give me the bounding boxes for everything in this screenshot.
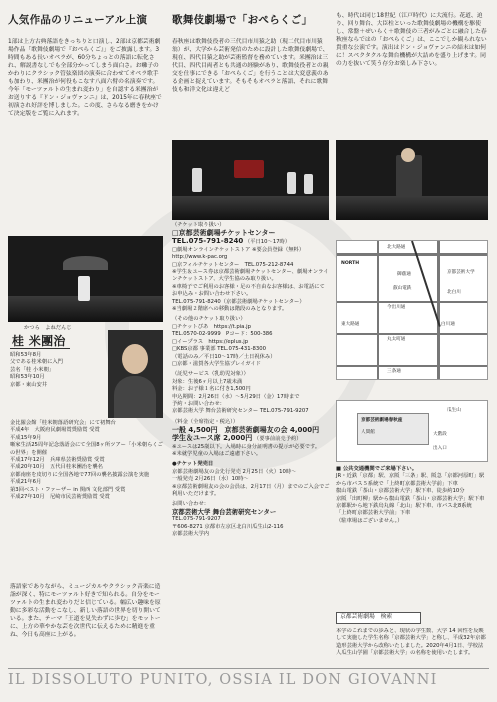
profile-history: 昭和53年8月 父である桂米朝に入門 芸名「桂 小米朝」 昭和53年10月 京都・東山安井 (10, 352, 63, 388)
kabuki-body-cont: も、時代は同じ18世紀（江戸時代）に大流行。花道、迫り、回り舞台、大臣柱といった歌舞伎劇場の機構を駆使し、常盤＋ぜいらく＋歌舞伎の三者がみごとに融合した春秋座ならではの「おぺらくご」は、ここでしか観られない貴重な公演です。演出はドン・ジョヴァンニの結末は如何に！スペクタクルな舞台機構が大詰めを盛り上げます。同の力を抜いて笑う存分お楽しみ下さい。 (336, 13, 487, 67)
profile-name: 桂 米團治 (12, 334, 66, 348)
ticket-center-tel: TEL.075-791-8240 (172, 237, 244, 246)
footer-rule (8, 668, 489, 669)
renewal-body: 1部は上方古典落語をきっちりと口演し、2部は京都芸術劇場作品「歌舞伎劇場で『おぺらくご』」をご披露します。3時間もある長いオペラが、60分ちょっとの落語に転化され、解説書なしでも全部分かってしまう面白さ。お囃子のかわりにクラシック管弦楽団の演奏に合わせてオペラ歌手も加わり、米團治が何役もこなす八面六臂の名演奏です。今年「モーツァルトの生まれ変わり」を自認する米團治がお送りする『ドン・ジョヴァンニ』は、2015年に春秋座で初演され好評を博しました。この度、さらなる磨きをかけて決定版をご覧に入れます。 (8, 39, 162, 117)
profile-history-cont: 金比羅会館「桂米朝落語研究会」にて初舞台 平成4年 大阪府民劇場賞奨励賞 受賞 平成15年9月 噺家生活25周年記念落語会にて全国8ヶ所ツアー「小米朝らくごの世界」を開催 平成17年12月 兵庫県芸術奨励賞 受賞 平成20年10月 五代目桂米團治を襲名 京都南座を皮切りに全国各地で77回の襲名披露公演を実施 平成21年6月 第3回ベスト・ファーザー in 関西 文化部門 受賞 平成27年10月 尼崎市民芸術奨励賞 受賞 (10, 420, 163, 501)
section-title-renewal: 人気作品のリニューアル上演 (8, 14, 148, 26)
access-map-area: 北大路通 京都芸術大学 叡山電鉄 今出川通 丸太町通 三条通 白川通 東大路通 御蔭通 北白川 NORTH (336, 240, 488, 380)
footer-title: IL DISSOLUTO PUNITO, OSSIA IL DON GIOVANNI (8, 672, 438, 688)
tickets-column: （チケット取り扱い） □京都芸術劇場チケットセンター TEL.075-791-8240 （平日10〜17時） □劇場オンラインチケットストア ※要会員登録（無料） http://www.k-pac.org □京フィルチケットセンター TEL.075-212-8744 ※学生＆ユース券は京都芸術劇場チケットセンター、劇場オンラインチケットストア、大学生協のみ取り扱い。 ※車椅子でご利用のお客様・足の不自由なお客様は、お電話にてお申込み・お問い合わせ下さい。 TEL.075-791-8240（京都芸術劇場チケットセンター） ※当劇場２階席への移動は階段のみとなります。 （その他のチケット取り扱い） □チケットぴあ https://t.pia.jp TEL.0570-02-9999 Pコード：500-386 □イープラス https://eplus.jp □KBS京都 事業部 TEL.075-431-8300 （電話のみ／平日10〜17時／土日祝休み） □京都・滋賀各大学生協プレイガイド （託児サービス（乳幼児対象）） 対象：生後6ヶ月以上7歳未満 料金：お子様１名に付き1,500円 申込期間：2月26日（水）〜5月29日（金）17時まで 予約・お問い合わせ： 京都芸術大学 舞台芸術研究センター TEL.075-791-9207 （料金（全席指定・税込）） 一般 4,500円 京都芸術劇場友の会 4,000円 学生＆ユース席 2,000円 （要事前前売予約） ※ユースは25歳以下。入場時に身分証明書の提示が必要です。 ※未就学児童の入場はご遠慮下さい。 ●チケット発売日 京都芸術劇場友の会先行発売 2月25日（火）10時〜 一般発売 2月26日（水）10時〜 ※京都芸術劇場友の会の会員は、2月17日（月）までのご入会でご利用いただけます。 お問い合わせ： 京都芸術大学 舞台芸術研究センター TEL.075-791-9207 〒606-8271 京都市左京区北白川瓜生山2-116 京都芸術大学内 (172, 222, 330, 538)
ticket-center-name: □京都芸術劇場チケットセンター (172, 229, 276, 238)
photo-kabuki-stage (172, 140, 329, 220)
ticket-online-url[interactable]: http://www.k-pac.org (172, 254, 228, 261)
profile-underline (10, 348, 70, 349)
ticket-pia[interactable]: □チケットぴあ https://t.pia.jp (172, 323, 251, 330)
access-notes: ■ 公共交通機関でご来場下さい。 JR・近鉄「京都」駅、京阪「三条」駅、阪急「京都河原町」駅から市バス５系統で「上終町京都芸術大学前」下車 叡山電鉄「茶山・京都芸術大学」駅下車、徒歩約10分 京阪「出町柳」駅から叡山電鉄「茶山・京都芸術大学」駅下車 京都駅から地下鉄烏丸線「北山」駅下車、市バス北8系統 「上終町京都芸術大学前」下車 （駐車場はございません。） (336, 466, 485, 524)
profile-portrait (108, 330, 163, 418)
kabuki-body: 春秋座は歌舞伎役者の三代目市川猿之助（現二代目市川猿翁）が、大学から芸術発信のために設計した歌舞伎劇場で、現在、四代目猿之助が芸術監督を務めています。米團治は三代目、四代目両者とも共通の経験があり、歌舞伎役者との親交を仕事にできる「おぺらくご」を行うことは大変意義のある企画と捉えています。そもそもオペラと落語、それに歌舞伎も和洋文化は違えど (172, 39, 329, 93)
disclaimer: 本学のこれまでの歩みと、現状の学生数、大学 14 回性を反映して実施した学生名称「京都芸術大学」と称し、平成32年京都造形芸術大学から改称いたしました。2020年4月1日、学校法人瓜生山学園「京都芸術大学」の名称を使用いたします。 (336, 628, 486, 657)
photo-performer (336, 140, 488, 220)
campus-map: 京都芸術劇場春秋座 人間館 大階段 出入口 瓜生山 (336, 400, 488, 462)
profile-ruby: かつら よねだんじ (24, 325, 72, 331)
profile-bio: 落語家でありながら、ミュージカルやクラシック音楽に造詣が深く、特にモーツァルト好きで知られる。自分をモーツァルトの生まれ変わりだと信じている。幅広い趣味を原動に多彩な活動をこなし、新しい落語の世界を切り開いている。また、テーマ「王道を見失わずに歩む」をモットーに、上方の華やかな芸を次世代に伝えるために精進を重ね、今日も高座に上がる。 (10, 584, 161, 638)
ticket-eplus[interactable]: □イープラス https://eplus.jp (172, 338, 249, 345)
search-box[interactable]: 京都芸術劇場 検索 (336, 612, 421, 624)
photo-orchestra (8, 236, 163, 322)
section-title-kabuki: 歌舞伎劇場で「おぺらくご」 (172, 14, 313, 26)
